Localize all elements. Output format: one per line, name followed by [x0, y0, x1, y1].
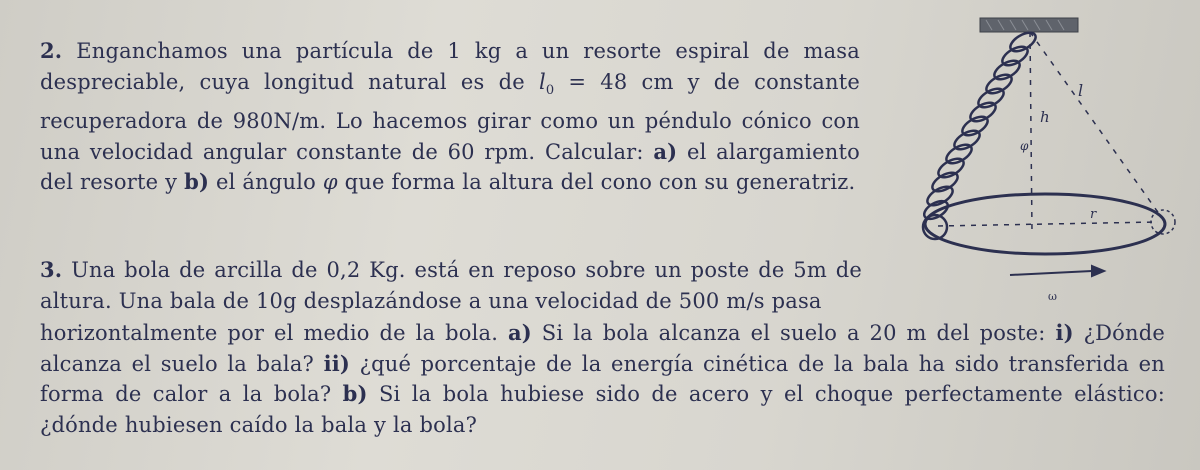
conical-pendulum-figure [880, 0, 1190, 310]
problem-3-intro [40, 255, 862, 316]
problem-2-part-a-text: el alargamiento del resorte y [40, 139, 860, 195]
rotation-arrow [1010, 266, 1104, 276]
problem-2-part-b-text-b: que forma la altura del cono con su generatriz. [337, 170, 856, 195]
problem-3-part-ii-text: ¿qué porcentaje de la energía cinética de la bala ha sido transferida en forma de calor a la bola? [40, 351, 1165, 406]
label-omega: ω [1048, 290, 1057, 303]
phi-symbol: φ [322, 170, 338, 195]
l0-symbol: l [538, 69, 546, 94]
label-l: l [1078, 81, 1084, 100]
problem-3-part-a-label: a) [507, 320, 532, 345]
label-phi: φ [1020, 139, 1029, 153]
cone-axis [1030, 32, 1032, 232]
label-r: r [1090, 207, 1097, 222]
problem-3-part-i-label: i) [1055, 320, 1074, 345]
problem-2-text-b: = 48 cm y de constante recuperadora de 980N/m. Lo hacemos girar como un péndulo cónico con una velocidad angular constante de 60 rpm. Calcular: [40, 69, 860, 164]
problem-3-part-b-text: Si la bola hubiese sido de acero y el choque perfectamente elástico: ¿dónde hubiesen caído la bala y la bola? [40, 382, 1166, 437]
problem-3-part-b-label: b) [342, 381, 368, 406]
problem-3-body [40, 318, 1165, 440]
label-h: h [1040, 108, 1050, 126]
problem-2-part-b-text-a: el ángulo [209, 170, 323, 195]
cone-base-ellipse [925, 194, 1165, 254]
cone-generatrix [1030, 32, 1162, 218]
problem-2-part-a-label: a) [653, 138, 678, 164]
problem-2 [40, 36, 860, 198]
problem-3-part-i-text: ¿Dónde alcanza el suelo la bala? [40, 321, 1165, 376]
l0-subscript: 0 [545, 82, 555, 98]
problem-3-number: 3. [40, 257, 63, 282]
ceiling-support [980, 18, 1078, 32]
problem-2-part-b-label: b) [184, 169, 210, 195]
cone-radius [938, 222, 1158, 226]
problem-3-part-a-text: Si la bola alcanza el suelo a 20 m del poste: [531, 321, 1056, 345]
problem-2-number: 2. [40, 38, 63, 63]
problem-3-part-ii-label: ii) [323, 350, 351, 376]
problem-2-text-a: Enganchamos una partícula de 1 kg a un resorte espiral de masa despreciable, cuya longitud natural es de [40, 39, 860, 94]
problem-3-intro-text: Una bola de arcilla de 0,2 Kg. está en reposo sobre un poste de 5m de altura. Una bala de 10g desplazándose a una velocidad de 500 m/s pasa [40, 258, 862, 313]
problem-3-text-start: horizontalmente por el medio de la bola. [40, 321, 508, 345]
